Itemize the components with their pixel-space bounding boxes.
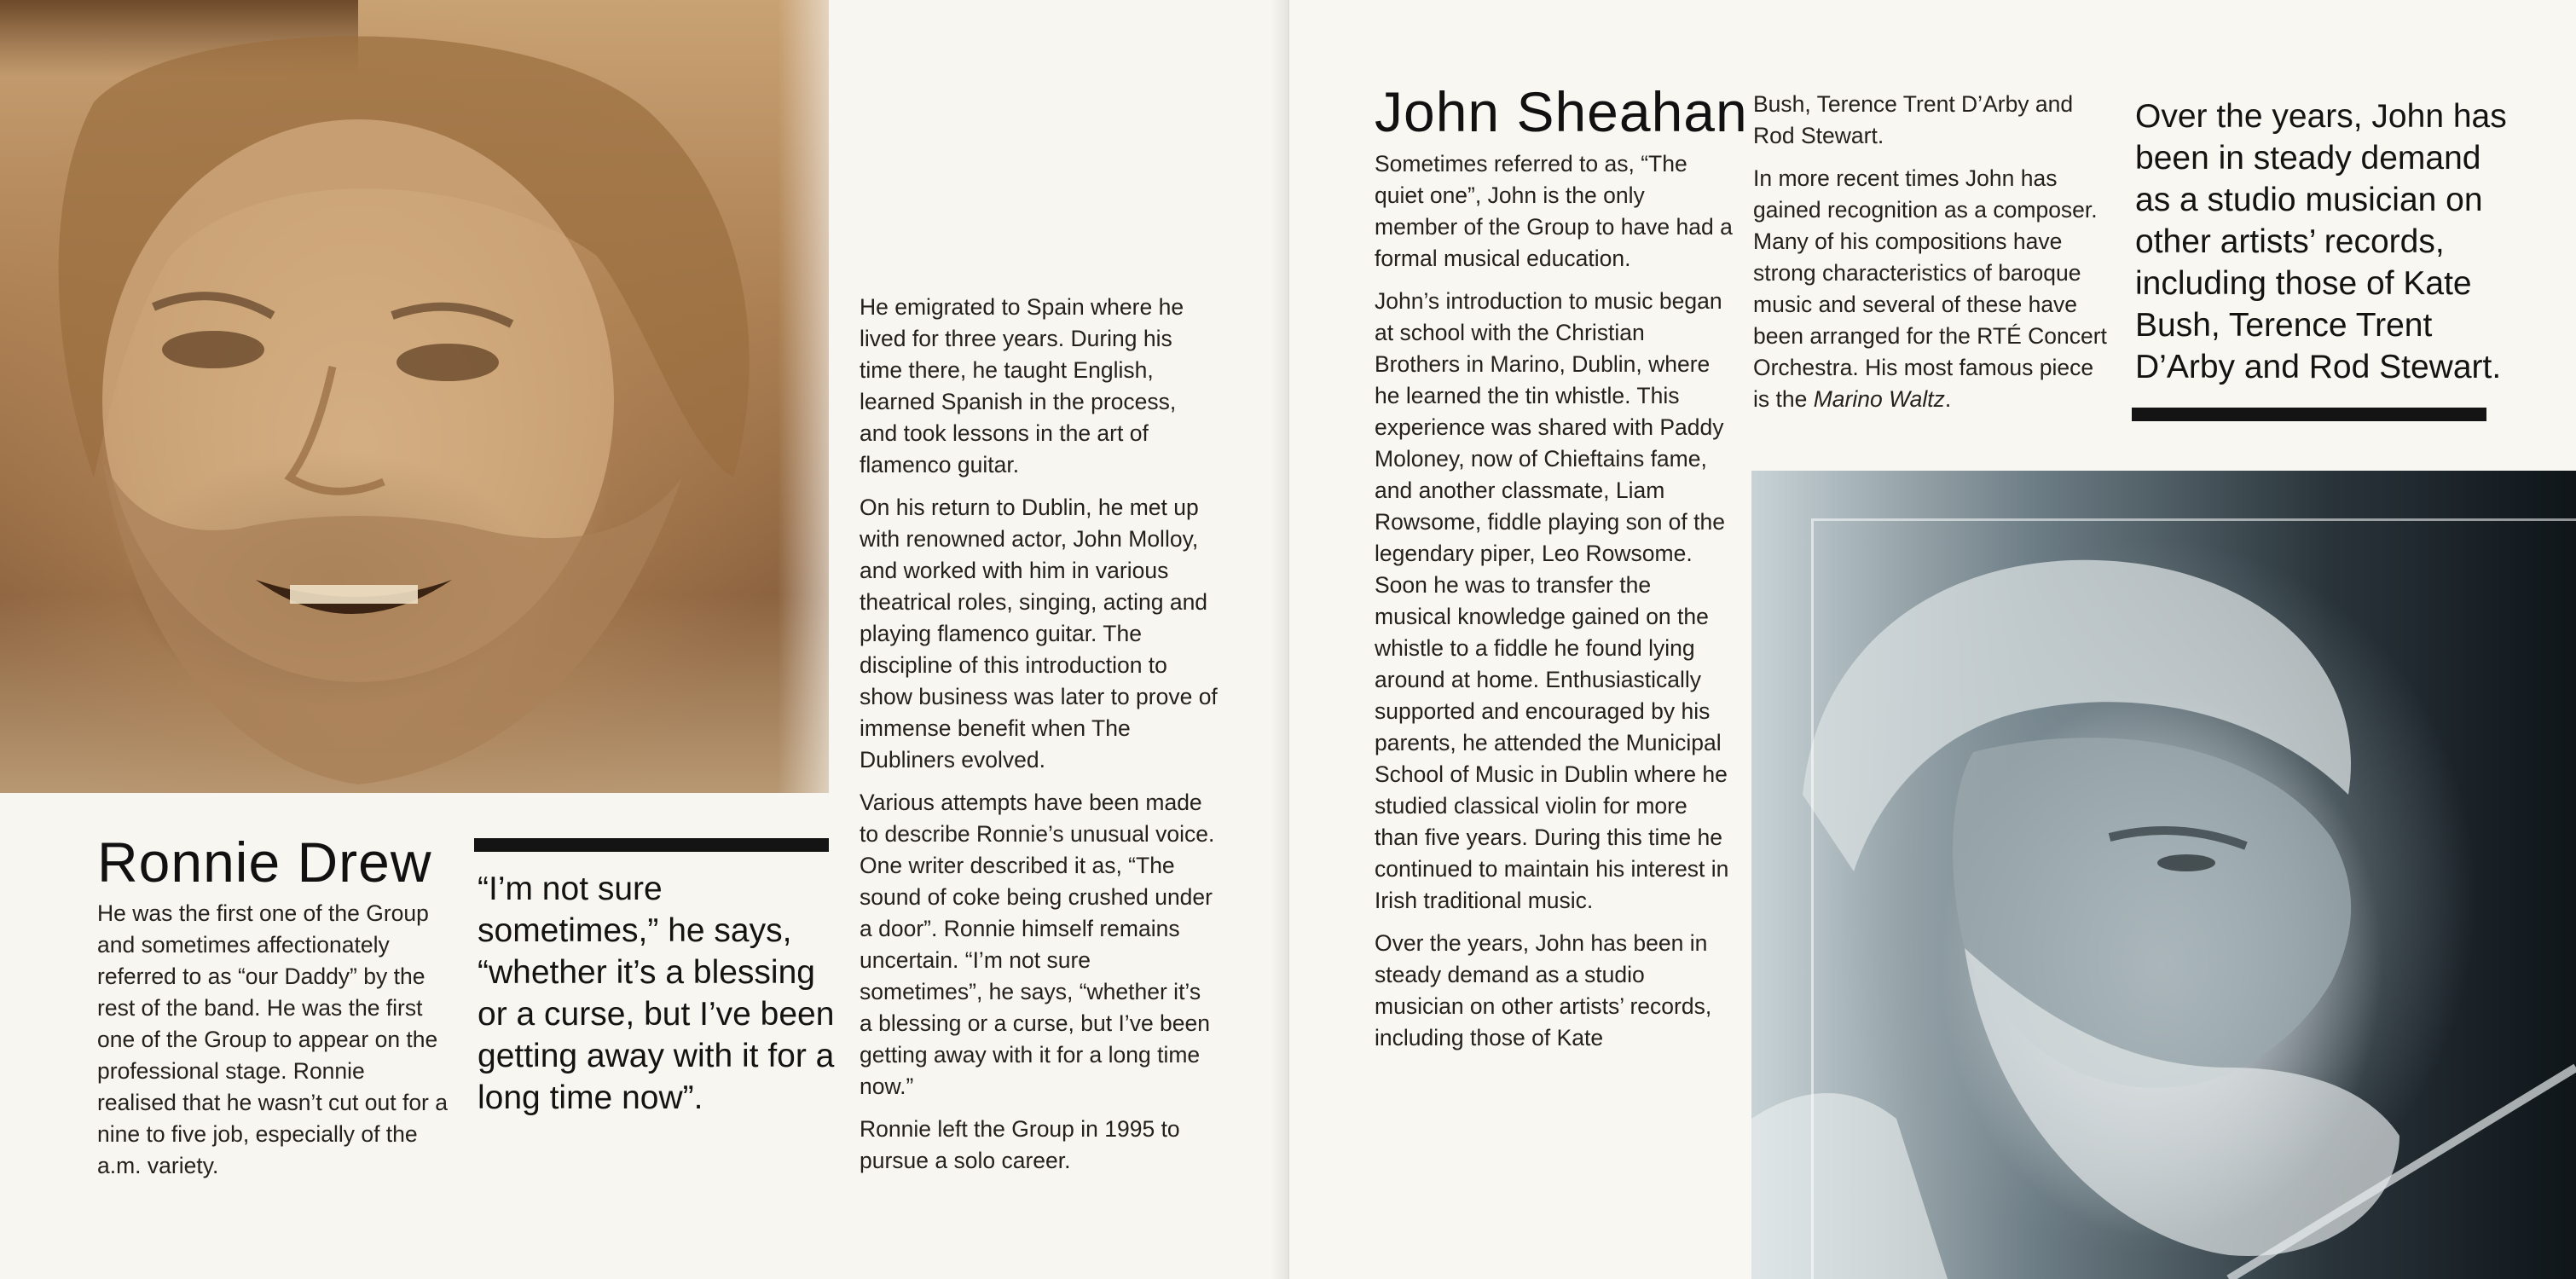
john-paragraph-composer <box>1753 163 2111 415</box>
photo-frame-edge <box>1811 518 2576 1279</box>
ronnie-drew-heading: Ronnie Drew <box>97 830 432 894</box>
pullquote-rule <box>474 838 829 852</box>
john-pullquote: Over the years, John has been in steady demand as a studio musician on other artists’ records, including those of Kate Bush, Terence Trent D’Arby and Rod Stewart. <box>2135 98 2507 385</box>
ronnie-paragraph-voice: Various attempts have been made to describe Ronnie’s unusual voice. One writer described it as, “The sound of coke being crushed under a door”. Ronnie himself remains uncertain. “I’m not sure sometimes”, he says, “whether it’s a blessing or a curse, but I’ve been getting away with it for a long time now.” <box>860 790 1215 1099</box>
john-sheahan-heading: John Sheahan <box>1375 80 1748 143</box>
john-paragraph-education: John’s introduction to music began at school with the Christian Brothers in Marino, Dublin, where he learned the tin whistle. This experience was shared with Paddy Moloney, now of Chieftains fame, and another classmate, Liam Rowsome, fiddle playing son of the legendary piper, Leo Rowsome. Soon he was to transfer the musical knowledge gained on the whistle to a fiddle he found lying around at home. Enthusiastically supported and encouraged by his parents, he attended the Municipal School of Music in Dublin where he studied classical violin for more than five years. During this time he continued to maintain his interest in Irish traditional music. <box>1375 288 1729 913</box>
john-second-column <box>1753 89 2111 426</box>
pullquote-rule <box>2132 408 2486 421</box>
composer-text-end: . <box>1944 386 1952 412</box>
ronnie-paragraph-spain: He emigrated to Spain where he lived for three years. During his time there, he taught English, learned Spanish in the process, and took lessons in the art of flamenco guitar. <box>860 294 1184 477</box>
ronnie-drew-photo <box>0 0 829 793</box>
ronnie-intro-paragraph: He was the first one of the Group and sometimes affectionately referred to as “our Daddy” by the rest of the band. He was the first one of the Group to appear on the professional stage. Ronnie realised that he wasn’t cut out for a nine to five job, especially of the a.m. variety. <box>97 900 448 1178</box>
composer-text: In more recent times John has gained recognition as a composer. Many of his compositions have strong characteristics of baroque music and several of these have been arranged for the RTÉ Concert Orchestra. His most famous piece is the <box>1753 165 2107 412</box>
john-sheahan-photo <box>1751 471 2576 1279</box>
john-first-column <box>1375 148 1733 1065</box>
ronnie-main-column <box>860 292 1218 1188</box>
john-paragraph-quiet: Sometimes referred to as, “The quiet one”, John is the only member of the Group to have had a formal musical education. <box>1375 151 1733 271</box>
john-paragraph-studio: Over the years, John has been in steady demand as a studio musician on other artists’ records, including those of Kate <box>1375 930 1712 1050</box>
ronnie-paragraph-dublin: On his return to Dublin, he met up with renowned actor, John Molloy, and worked with him in various theatrical roles, singing, acting and playing flamenco guitar. The discipline of this introduction to show business was later to prove of immense benefit when The Dubliners evolved. <box>860 495 1218 773</box>
ronnie-portrait-illustration <box>0 0 829 793</box>
photo-edge-fade <box>778 0 829 793</box>
ronnie-pullquote: “I’m not sure sometimes,” he says, “whether it’s a blessing or a curse, but I’ve been getting away with it for a long time now”. <box>478 871 835 1116</box>
marino-waltz-title: Marino Waltz <box>1813 386 1945 412</box>
john-paragraph-continuation: Bush, Terence Trent D’Arby and Rod Stewart. <box>1753 91 2074 148</box>
ronnie-intro-column <box>97 898 449 1193</box>
ronnie-paragraph-solo: Ronnie left the Group in 1995 to pursue a solo career. <box>860 1116 1180 1173</box>
